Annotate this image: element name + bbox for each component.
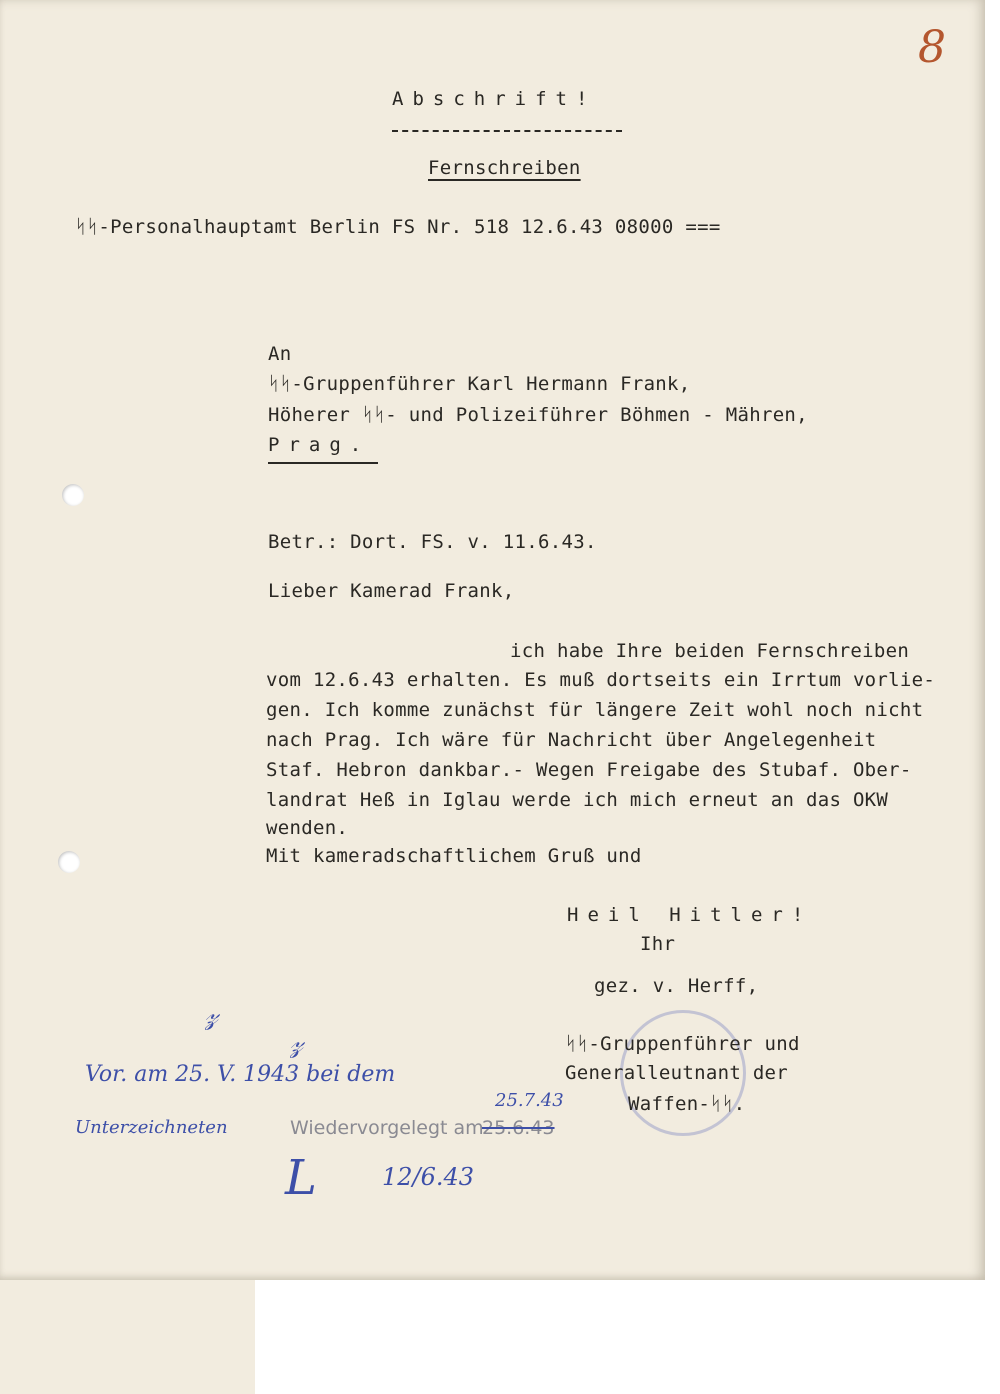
closing-heil: Heil Hitler! [567, 904, 813, 926]
telex-header: ᛋᛋ-Personalhauptamt Berlin FS Nr. 518 12.6.43 08000 === [75, 216, 721, 238]
salutation: Lieber Kamerad Frank, [268, 580, 515, 602]
handwritten-mark: 𝓏 [205, 998, 219, 1031]
handwritten-note: Unterzeichneten [75, 1117, 228, 1138]
scan-background [985, 0, 1000, 1280]
address-line: Höherer ᛋᛋ- und Polizeiführer Böhmen - Mähren, [268, 404, 808, 426]
scan-background [255, 1280, 1000, 1394]
handwritten-initial: L [285, 1150, 317, 1206]
resubmission-stamp-date: 25.6.43 [482, 1117, 555, 1139]
signer-rank: Waffen-ᛋᛋ. [628, 1093, 746, 1115]
body-line: gen. Ich komme zunächst für längere Zeit wohl noch nicht [266, 699, 924, 721]
page-edge [0, 1280, 255, 1394]
body-line: landrat Heß in Iglau werde ich mich erneut an das OKW [266, 789, 889, 811]
handwritten-note: Vor. am 25. V. 1943 bei dem [85, 1062, 396, 1087]
city-underline [268, 462, 378, 464]
handwritten-date: 12/6.43 [382, 1163, 475, 1191]
address-an: An [268, 343, 292, 365]
subject-line: Betr.: Dort. FS. v. 11.6.43. [268, 531, 597, 553]
signer-rank: ᛋᛋ-Gruppenführer und [565, 1033, 800, 1055]
signer-rank: Generalleutnant der [565, 1062, 789, 1084]
body-line: nach Prag. Ich wäre für Nachricht über Angelegenheit [266, 729, 877, 751]
address-city: Prag. [268, 434, 371, 456]
page-number: 8 [918, 22, 946, 73]
document-heading: Abschrift! [392, 88, 597, 110]
punch-hole [58, 851, 80, 873]
punch-hole [62, 484, 84, 506]
body-line: Mit kameradschaftlichem Gruß und [266, 845, 642, 867]
document-type: Fernschreiben [428, 157, 581, 179]
stamp-new-date: 25.7.43 [495, 1090, 564, 1111]
signature: gez. v. Herff, [594, 975, 759, 997]
resubmission-stamp-label: Wiedervorgelegt am [290, 1117, 484, 1139]
body-line: vom 12.6.43 erhalten. Es muß dortseits ein Irrtum vorlie- [266, 669, 936, 691]
heading-rule [392, 130, 622, 132]
handwritten-mark: 𝓏 [290, 1026, 304, 1059]
body-line: ich habe Ihre beiden Fernschreiben [510, 640, 910, 662]
body-line: Staf. Hebron dankbar.- Wegen Freigabe des Stubaf. Ober- [266, 759, 912, 781]
body-line: wenden. [266, 817, 349, 839]
closing-ihr: Ihr [640, 933, 676, 955]
address-line: ᛋᛋ-Gruppenführer Karl Hermann Frank, [268, 373, 691, 395]
